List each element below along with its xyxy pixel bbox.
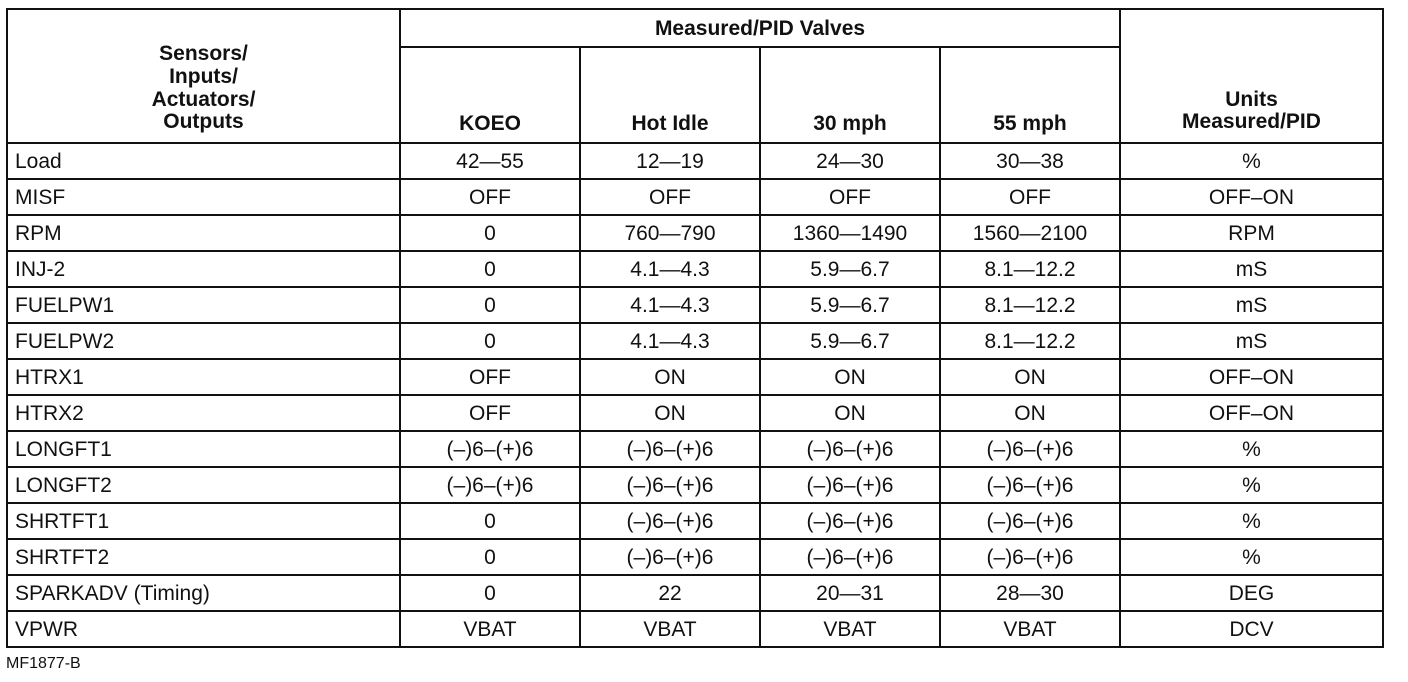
value-cell-koeo: (–)6–(+)6 (400, 467, 580, 503)
value-cell-55-mph: ON (940, 359, 1120, 395)
table-row (7, 575, 1383, 611)
value-cell-hot-idle: 22 (580, 575, 760, 611)
row-name-cell: SHRTFT1 (7, 503, 400, 539)
row-name-cell: SHRTFT2 (7, 539, 400, 575)
units-cell: mS (1120, 323, 1383, 359)
value-cell-55-mph: 30—38 (940, 143, 1120, 179)
units-cell: DCV (1120, 611, 1383, 647)
value-cell-koeo: 0 (400, 575, 580, 611)
value-cell-hot-idle: 760—790 (580, 215, 760, 251)
value-cell-55-mph: 1560—2100 (940, 215, 1120, 251)
value-cell-30-mph: 24—30 (760, 143, 940, 179)
table-row (7, 323, 1383, 359)
header-row-top (7, 9, 1383, 47)
units-header-line: Measured/PID (1182, 110, 1321, 134)
value-cell-koeo: 0 (400, 503, 580, 539)
units-cell: % (1120, 467, 1383, 503)
value-cell-koeo: 0 (400, 323, 580, 359)
value-cell-hot-idle: OFF (580, 179, 760, 215)
table-row (7, 503, 1383, 539)
value-cell-hot-idle: (–)6–(+)6 (580, 539, 760, 575)
value-cell-hot-idle: (–)6–(+)6 (580, 431, 760, 467)
value-cell-30-mph: VBAT (760, 611, 940, 647)
value-cell-55-mph: 28—30 (940, 575, 1120, 611)
table-row (7, 611, 1383, 647)
table-row (7, 395, 1383, 431)
units-cell: OFF–ON (1120, 395, 1383, 431)
row-header-line: Outputs (163, 110, 244, 134)
row-name-cell: LONGFT2 (7, 467, 400, 503)
value-cell-hot-idle: (–)6–(+)6 (580, 503, 760, 539)
units-cell: DEG (1120, 575, 1383, 611)
table-row (7, 431, 1383, 467)
row-name-cell: FUELPW1 (7, 287, 400, 323)
value-cell-koeo: 0 (400, 251, 580, 287)
figure-code: MF1877-B (6, 655, 81, 672)
value-cell-55-mph: 8.1—12.2 (940, 323, 1120, 359)
value-cell-55-mph: 8.1—12.2 (940, 251, 1120, 287)
row-name-cell: SPARKADV (Timing) (7, 575, 400, 611)
value-cell-30-mph: ON (760, 395, 940, 431)
units-cell: mS (1120, 251, 1383, 287)
value-cell-koeo: OFF (400, 395, 580, 431)
value-cell-koeo: VBAT (400, 611, 580, 647)
value-cell-55-mph: VBAT (940, 611, 1120, 647)
value-cell-55-mph: (–)6–(+)6 (940, 431, 1120, 467)
value-cell-55-mph: OFF (940, 179, 1120, 215)
row-name-cell: MISF (7, 179, 400, 215)
row-header-line: Sensors/ (159, 42, 248, 66)
table-row (7, 359, 1383, 395)
table-header (7, 9, 1383, 143)
value-cell-hot-idle: 12—19 (580, 143, 760, 179)
row-name-cell: HTRX1 (7, 359, 400, 395)
row-name-cell: LONGFT1 (7, 431, 400, 467)
value-cell-30-mph: (–)6–(+)6 (760, 467, 940, 503)
table-row (7, 143, 1383, 179)
value-cell-hot-idle: ON (580, 359, 760, 395)
value-cell-30-mph: 20—31 (760, 575, 940, 611)
value-cell-55-mph: 8.1—12.2 (940, 287, 1120, 323)
value-cell-hot-idle: (–)6–(+)6 (580, 467, 760, 503)
units-cell: % (1120, 431, 1383, 467)
value-cell-koeo: 0 (400, 287, 580, 323)
value-cell-30-mph: (–)6–(+)6 (760, 431, 940, 467)
value-cell-koeo: OFF (400, 359, 580, 395)
row-name-cell: FUELPW2 (7, 323, 400, 359)
table-row (7, 467, 1383, 503)
column-header-30-mph: 30 mph (760, 47, 940, 143)
value-cell-hot-idle: VBAT (580, 611, 760, 647)
value-cell-hot-idle: ON (580, 395, 760, 431)
value-cell-30-mph: 5.9—6.7 (760, 251, 940, 287)
row-name-cell: RPM (7, 215, 400, 251)
value-cell-koeo: 0 (400, 539, 580, 575)
value-cell-55-mph: (–)6–(+)6 (940, 503, 1120, 539)
row-name-cell: INJ-2 (7, 251, 400, 287)
table-row (7, 215, 1383, 251)
value-cell-30-mph: 1360—1490 (760, 215, 940, 251)
table-row (7, 287, 1383, 323)
row-header-line: Actuators/ (151, 87, 256, 111)
pid-values-table (6, 8, 1384, 648)
value-cell-30-mph: (–)6–(+)6 (760, 539, 940, 575)
units-cell: mS (1120, 287, 1383, 323)
value-cell-koeo: OFF (400, 179, 580, 215)
column-header-hot-idle: Hot Idle (580, 47, 760, 143)
value-cell-30-mph: 5.9—6.7 (760, 287, 940, 323)
column-header-koeo: KOEO (400, 47, 580, 143)
table-body (7, 143, 1383, 647)
table-row (7, 539, 1383, 575)
value-cell-30-mph: ON (760, 359, 940, 395)
value-cell-koeo: (–)6–(+)6 (400, 431, 580, 467)
value-cell-30-mph: (–)6–(+)6 (760, 503, 940, 539)
value-cell-hot-idle: 4.1—4.3 (580, 287, 760, 323)
value-cell-30-mph: 5.9—6.7 (760, 323, 940, 359)
table-row (7, 251, 1383, 287)
units-cell: % (1120, 143, 1383, 179)
units-cell: OFF–ON (1120, 179, 1383, 215)
row-name-cell: HTRX2 (7, 395, 400, 431)
group-header: Measured/PID Valves (400, 9, 1120, 47)
value-cell-55-mph: (–)6–(+)6 (940, 539, 1120, 575)
units-header (1120, 9, 1383, 143)
units-header-line: Units (1225, 87, 1278, 111)
table-row (7, 179, 1383, 215)
units-cell: % (1120, 539, 1383, 575)
value-cell-55-mph: ON (940, 395, 1120, 431)
row-name-cell: Load (7, 143, 400, 179)
units-cell: OFF–ON (1120, 359, 1383, 395)
row-name-cell: VPWR (7, 611, 400, 647)
units-cell: % (1120, 503, 1383, 539)
value-cell-55-mph: (–)6–(+)6 (940, 467, 1120, 503)
pid-values-table-container (6, 8, 1382, 648)
value-cell-hot-idle: 4.1—4.3 (580, 323, 760, 359)
value-cell-koeo: 42—55 (400, 143, 580, 179)
column-header-55-mph: 55 mph (940, 47, 1120, 143)
value-cell-koeo: 0 (400, 215, 580, 251)
units-cell: RPM (1120, 215, 1383, 251)
row-header-line: Inputs/ (169, 64, 238, 88)
row-header-title (7, 9, 400, 143)
value-cell-30-mph: OFF (760, 179, 940, 215)
value-cell-hot-idle: 4.1—4.3 (580, 251, 760, 287)
